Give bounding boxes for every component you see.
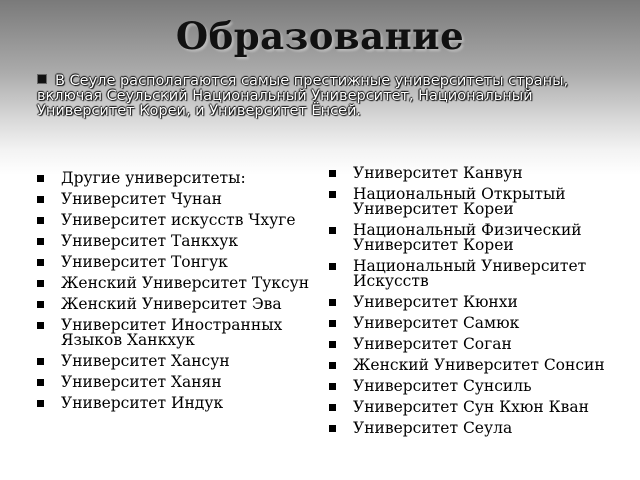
list-item: Университет Индук (37, 396, 317, 411)
list-item: Другие университеты: (37, 171, 317, 186)
bullet-icon (329, 383, 336, 390)
list-item: Университет Кюнхи (329, 295, 629, 310)
bullet-icon (37, 217, 44, 224)
list-item: Университет Сун Кхюн Кван (329, 400, 629, 415)
bullet-icon (329, 404, 336, 411)
list-item: Университет искусств Чхуге (37, 213, 317, 228)
bullet-icon (37, 280, 44, 287)
bullet-icon (329, 425, 336, 432)
slide-title: Образование (175, 14, 465, 58)
bullet-icon (329, 299, 336, 306)
bullet-icon (37, 196, 44, 203)
list-item: Национальный Физический Университет Кореи (329, 223, 629, 253)
list-item: Университет Хансун (37, 354, 317, 369)
list-item: Университет Соган (329, 337, 629, 352)
bullet-icon (37, 301, 44, 308)
list-item: Женский Университет Эва (37, 297, 317, 312)
bullet-icon (329, 320, 336, 327)
list-item: Университет Сунсиль (329, 379, 629, 394)
bullet-icon (329, 263, 336, 270)
bullet-icon (37, 379, 44, 386)
bullet-icon (329, 341, 336, 348)
list-item: Женский Университет Туксун (37, 276, 317, 291)
list-item: Университет Сеула (329, 421, 629, 436)
bullet-icon (329, 362, 336, 369)
bullet-icon (37, 358, 44, 365)
bullet-icon (329, 227, 336, 234)
list-item: Университет Ханян (37, 375, 317, 390)
bullet-icon (37, 259, 44, 266)
list-item: Университет Канвун (329, 166, 629, 181)
intro-text: В Сеуле располагаются самые престижные университеты страны, включая Сеульский Национальный Университет, Национальный Университет Кореи, и Университет Ёнсей. (37, 73, 569, 119)
list-item: Университет Тонгук (37, 255, 317, 270)
left-university-list (37, 171, 317, 417)
list-item: Университет Самюк (329, 316, 629, 331)
list-item: Университет Иностранных Языков Ханкхук (37, 318, 317, 348)
intro-paragraph (37, 74, 617, 119)
bullet-icon (37, 400, 44, 407)
bullet-icon (37, 322, 44, 329)
list-item: Национальный Университет Искусств (329, 259, 629, 289)
bullet-icon (329, 170, 336, 177)
list-item: Университет Чунан (37, 192, 317, 207)
bullet-icon (37, 74, 47, 84)
list-item: Национальный Открытый Университет Кореи (329, 187, 629, 217)
bullet-icon (37, 238, 44, 245)
bullet-icon (37, 175, 44, 182)
bullet-icon (329, 191, 336, 198)
list-item: Женский Университет Сонсин (329, 358, 629, 373)
right-university-list (329, 166, 629, 442)
list-item: Университет Танкхук (37, 234, 317, 249)
